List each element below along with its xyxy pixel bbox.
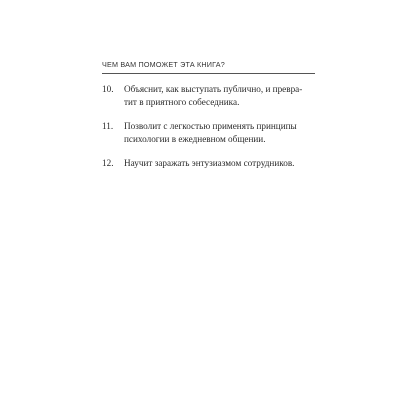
list-item bbox=[102, 157, 316, 170]
list-item-number: 10. bbox=[102, 84, 114, 94]
numbered-list bbox=[102, 83, 316, 181]
running-head: ЧЕМ ВАМ ПОМОЖЕТ ЭТА КНИГА? bbox=[102, 60, 225, 69]
list-item-text: Научит заражать энтузиазмом сотрудников. bbox=[124, 158, 295, 168]
list-item-text: Позволит с легкостью применять принципы психологии в ежедневном общении. bbox=[124, 121, 297, 144]
header-rule bbox=[102, 73, 315, 74]
list-item-number: 11. bbox=[102, 121, 114, 131]
list-item bbox=[102, 83, 316, 109]
list-item bbox=[102, 120, 316, 146]
list-item-text: Объяснит, как выступать публично, и превра- тит в приятного собеседника. bbox=[124, 84, 303, 107]
list-item-number: 12. bbox=[102, 158, 114, 168]
